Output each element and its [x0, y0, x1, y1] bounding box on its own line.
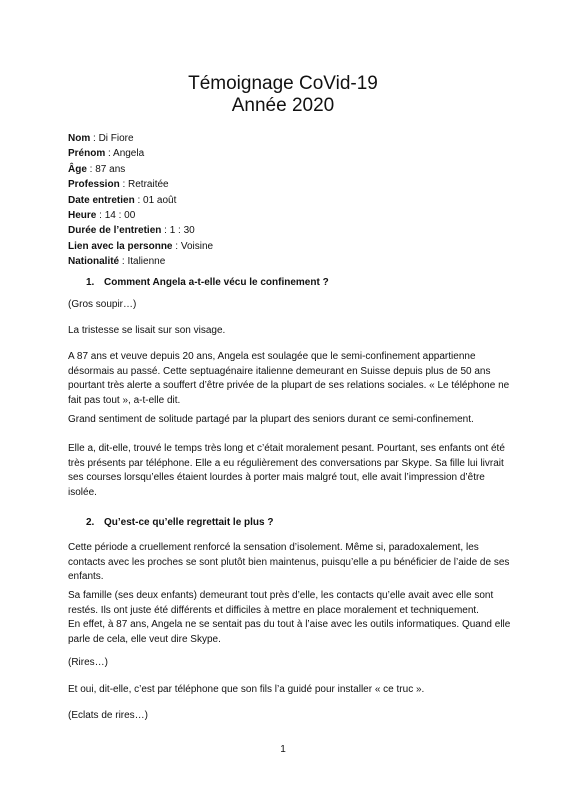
question-number: 1. — [86, 277, 95, 288]
paragraph-line: enfants. — [68, 571, 104, 583]
paragraph — [68, 709, 508, 724]
paragraph — [68, 656, 508, 671]
paragraph — [68, 589, 511, 648]
field-value: : Italienne — [119, 256, 166, 268]
paragraph-line: pourtant très alerte a souffert d’être privée de la plupart de ses relations sociales. « Le téléphone ne — [68, 380, 510, 392]
field-label: Heure — [68, 210, 97, 222]
paragraph-line: isolée. — [68, 487, 97, 499]
paragraph — [68, 298, 508, 313]
question-2 — [86, 516, 274, 530]
field-row — [68, 223, 213, 238]
document-subtitle-year: Année 2020 — [231, 95, 335, 116]
paragraph — [68, 324, 508, 339]
field-value: : Retraitée — [119, 179, 169, 191]
field-value: : Voisine — [172, 240, 214, 252]
paragraph-line: Sa famille (ses deux enfants) demeurant tout près d’elle, les contacts qu’elle avait avec elle sont — [68, 590, 494, 601]
paragraph-line: (Rires…) — [68, 657, 108, 668]
field-row — [68, 193, 213, 208]
field-row — [68, 146, 213, 161]
field-label: Profession — [68, 179, 120, 191]
paragraph-line: très présents par téléphone. Elle a eu régulièrement des conversations par Skype. Sa fille lui livrait — [68, 457, 504, 469]
paragraph — [68, 442, 508, 501]
paragraph-line: désormais au passé. Cette septuagénaire italienne demeurant en Suisse depuis plus de 50 ans — [68, 365, 491, 377]
paragraph-line: Grand sentiment de solitude partagé par la plupart des seniors durant ce semi-confinement. — [68, 414, 474, 425]
field-value: : Angela — [105, 148, 145, 160]
field-row — [68, 162, 213, 177]
field-label: Prénom — [68, 148, 106, 160]
paragraph-line: ses courses lorsqu’elles étaient lourdes à porter mais malgré tout, elle avait l’impression d’être — [68, 472, 485, 484]
field-row — [68, 131, 213, 146]
paragraph-line: restés. Ils ont juste été différents et difficiles à mettre en place moralement et techniquement. — [68, 604, 479, 616]
question-1 — [86, 276, 329, 290]
field-row — [68, 208, 213, 223]
field-row — [68, 177, 213, 192]
paragraph-line: Et oui, dit-elle, c’est par téléphone que son fils l’a guidé pour installer « ce truc ». — [68, 684, 425, 695]
field-label: Date entretien — [68, 194, 135, 206]
paragraph-line: La tristesse se lisait sur son visage. — [68, 325, 226, 336]
paragraph — [68, 683, 508, 698]
paragraph — [68, 541, 508, 585]
question-text: Qu’est-ce qu’elle regrettait le plus ? — [104, 517, 274, 528]
paragraph-line: fait pas tout », a-t-elle dit. — [68, 395, 181, 407]
document-title: Témoignage CoVid-19 — [188, 73, 378, 94]
paragraph-line: (Gros soupir…) — [68, 299, 137, 310]
field-row — [68, 239, 213, 254]
field-value: : 1 : 30 — [161, 225, 195, 237]
field-value: : Di Fiore — [90, 133, 134, 144]
field-label: Âge — [68, 163, 87, 175]
interview-fields — [68, 131, 213, 270]
field-label: Durée de l’entretien — [68, 225, 162, 237]
field-row — [68, 254, 213, 269]
page-number: 1 — [280, 744, 286, 755]
question-number: 2. — [86, 517, 95, 528]
paragraph-line: parle de cela, elle veut dire Skype. — [68, 634, 221, 646]
paragraph-line: contacts avec les proches se sont plutôt bien maintenus, puisqu’elle a pu bénéficier de l’aide de ses — [68, 556, 510, 568]
paragraph — [68, 413, 508, 428]
paragraph-line: A 87 ans et veuve depuis 20 ans, Angela est soulagée que le semi-confinement appartienne — [68, 351, 476, 362]
field-label: Nationalité — [68, 256, 120, 268]
paragraph — [68, 350, 508, 409]
field-value: : 01 août — [134, 194, 177, 206]
paragraph-line: (Eclats de rires…) — [68, 710, 149, 721]
field-value: : 14 : 00 — [96, 210, 136, 222]
field-label: Nom — [68, 133, 91, 144]
paragraph-line: En effet, à 87 ans, Angela ne se sentait pas du tout à l’aise avec les outils informatiques. Quand elle — [68, 619, 511, 631]
question-text: Comment Angela a-t-elle vécu le confinement ? — [104, 277, 329, 288]
field-label: Lien avec la personne — [68, 240, 173, 252]
paragraph-line: Elle a, dit-elle, trouvé le temps très long et c’était moralement pesant. Pourtant, ses enfants ont été — [68, 443, 505, 454]
paragraph-line: Cette période a cruellement renforcé la sensation d’isolement. Même si, paradoxalement, les — [68, 542, 479, 553]
field-value: : 87 ans — [86, 163, 126, 175]
